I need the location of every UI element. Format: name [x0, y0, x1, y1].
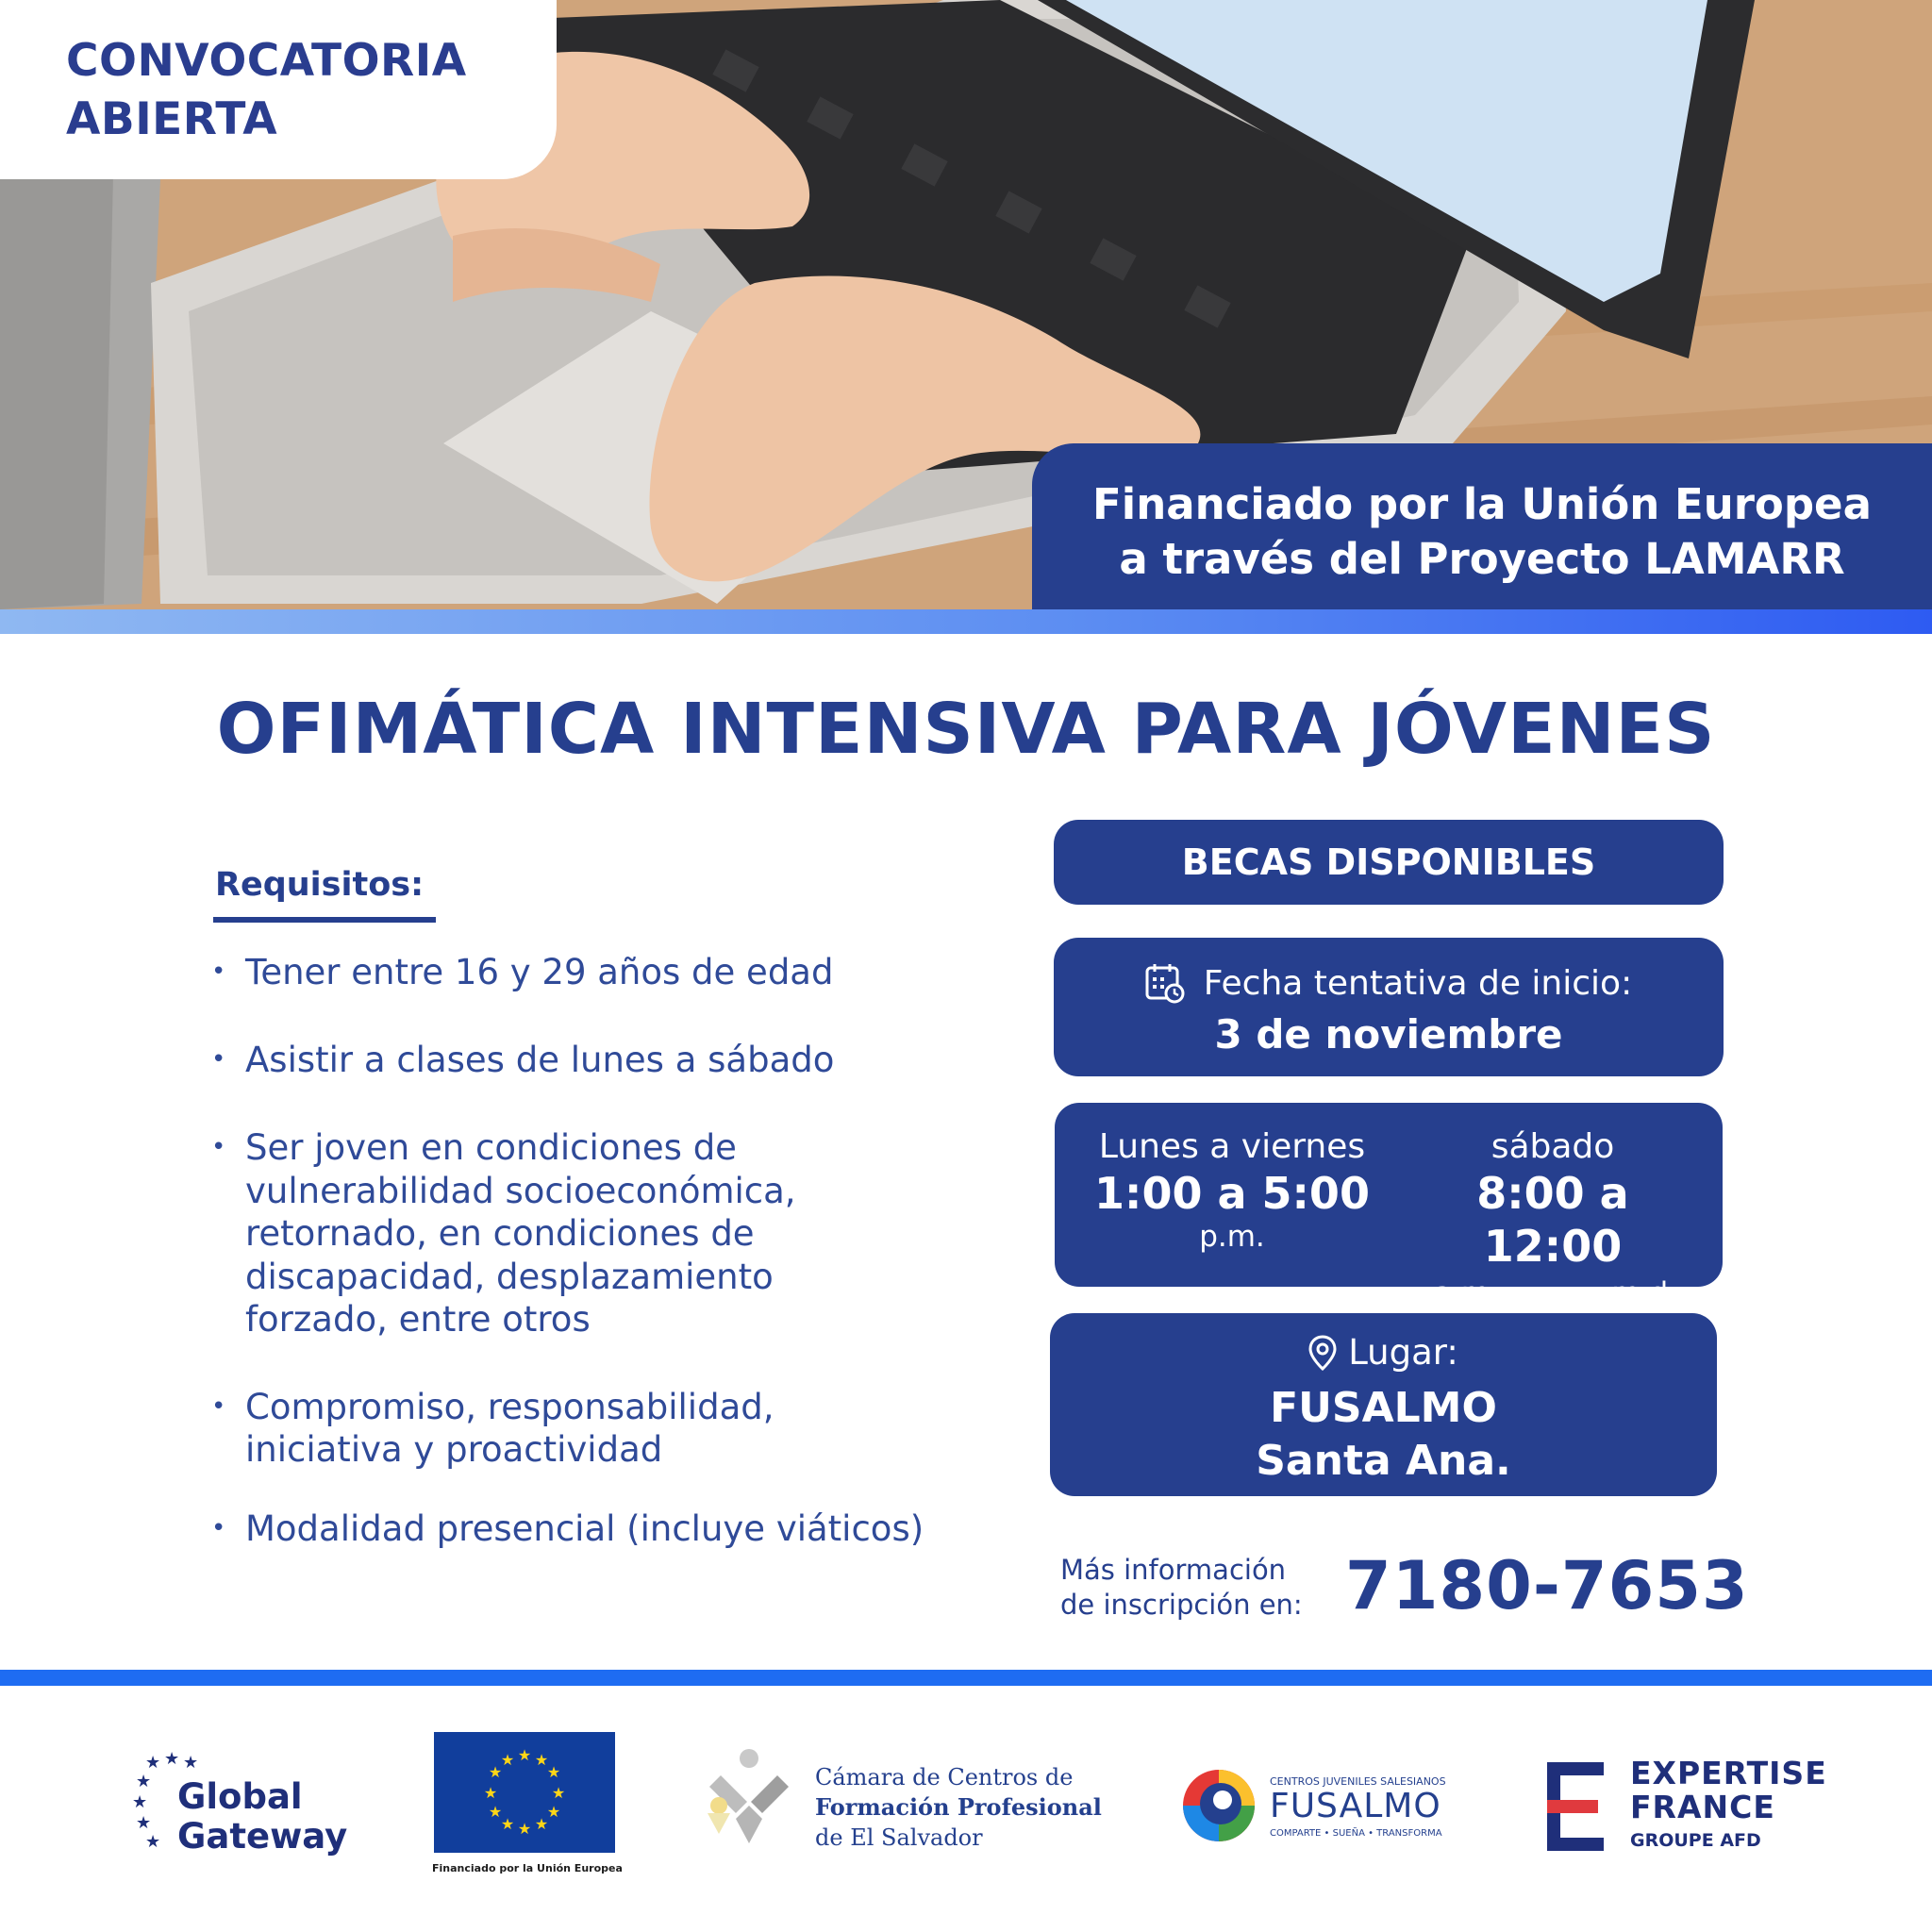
requirement-item: • Compromiso, responsabilidad, iniciativa y proactividad [211, 1386, 815, 1472]
location-name: FUSALMO [1270, 1384, 1497, 1432]
eu-funded-logo [432, 1732, 623, 1883]
saturday-schedule [1402, 1127, 1704, 1310]
eu-funded-caption: Financiado por la Unión Europea [432, 1862, 623, 1874]
svg-text:★: ★ [488, 1803, 503, 1821]
schedule-box [1055, 1103, 1723, 1310]
more-info-label [1060, 1553, 1303, 1623]
start-date-label: Fecha tentativa de inicio: [1203, 963, 1633, 1003]
location-pin-icon [1308, 1335, 1337, 1371]
more-info-line2: de inscripción en: [1060, 1589, 1303, 1621]
camara-emblem-icon [702, 1747, 796, 1851]
camara-line2: Formación Profesional [815, 1793, 1102, 1821]
svg-text:★: ★ [500, 1815, 515, 1833]
svg-text:★: ★ [136, 1813, 152, 1833]
svg-text:★: ★ [145, 1753, 161, 1773]
requirement-item: • Asistir a clases de lunes a sábado [211, 1039, 966, 1082]
svg-text:★: ★ [136, 1772, 152, 1791]
course-title: OFIMÁTICA INTENSIVA PARA JÓVENES [216, 689, 1716, 770]
fusalmo-emblem-icon [1179, 1766, 1258, 1845]
eu-flag [434, 1732, 615, 1853]
svg-text:★: ★ [483, 1784, 498, 1802]
fusalmo-logo [1179, 1764, 1462, 1849]
fusalmo-name: FUSALMO [1270, 1787, 1441, 1825]
camara-logo [702, 1747, 1102, 1851]
expertise-line2: FRANCE [1630, 1789, 1775, 1825]
start-date-box [1054, 938, 1724, 1076]
saturday-unit-end: m.d. [1611, 1276, 1677, 1310]
global-gateway-logo [132, 1745, 358, 1868]
scholarships-available-box: BECAS DISPONIBLES [1054, 820, 1724, 905]
expertise-line3: GROUPE AFD [1630, 1830, 1761, 1851]
funding-line2: a través del Proyecto LAMARR [1119, 534, 1845, 584]
hero-image [0, 0, 1932, 609]
open-call-badge [0, 0, 557, 179]
saturday-label: sábado [1491, 1127, 1615, 1166]
location-city: Santa Ana. [1256, 1437, 1511, 1485]
global-gateway-line1: Global [177, 1776, 303, 1817]
svg-text:★: ★ [488, 1763, 503, 1781]
fusalmo-tagline: COMPARTE • SUEÑA • TRANSFORMA [1270, 1828, 1442, 1839]
saturday-unit-start: a.m. [1434, 1276, 1499, 1310]
eu-flag-stars-icon [434, 1732, 615, 1853]
svg-text:★: ★ [517, 1746, 532, 1764]
svg-text:★: ★ [517, 1820, 532, 1838]
camara-line3: de El Salvador [815, 1824, 983, 1851]
hero-divider-stripe [0, 609, 1932, 634]
requirement-item: • Ser joven en condiciones de vulnerabilidad socioeconómica, retornado, en condiciones de discapacidad, desplazamiento forzado, entre otros [211, 1126, 815, 1341]
funding-line1: Financiado por la Unión Europea [1092, 479, 1872, 529]
weekday-time: 1:00 a 5:00 [1094, 1168, 1370, 1219]
expertise-france-logo [1547, 1755, 1827, 1851]
expertise-line1: EXPERTISE [1630, 1755, 1827, 1791]
more-info-line1: Más información [1060, 1554, 1287, 1586]
requirements-list [211, 951, 966, 1594]
svg-text:★: ★ [534, 1815, 549, 1833]
svg-text:★: ★ [145, 1832, 161, 1852]
svg-text:★: ★ [500, 1751, 515, 1769]
open-call-line2: ABIERTA [66, 93, 278, 145]
funding-banner [1032, 443, 1932, 609]
open-call-line1: CONVOCATORIA [66, 35, 467, 87]
weekday-label: Lunes a viernes [1098, 1127, 1366, 1166]
svg-text:★: ★ [132, 1792, 148, 1812]
start-date-value: 3 de noviembre [1214, 1011, 1563, 1058]
requirement-item: • Tener entre 16 y 29 años de edad [211, 951, 966, 994]
location-box [1050, 1313, 1717, 1496]
global-gateway-line2: Gateway [177, 1816, 348, 1857]
requirement-item: • Modalidad presencial (incluye viáticos) [211, 1507, 966, 1551]
saturday-time: 8:00 a 12:00 [1476, 1168, 1629, 1272]
svg-text:★: ★ [546, 1763, 561, 1781]
contact-phone[interactable]: 7180-7653 [1345, 1547, 1749, 1624]
location-label: Lugar: [1348, 1332, 1458, 1373]
calendar-clock-icon [1145, 962, 1185, 1004]
camara-line1: Cámara de Centros de [815, 1764, 1074, 1790]
svg-text:★: ★ [164, 1749, 180, 1769]
requirements-heading: Requisitos: [215, 866, 425, 904]
weekday-unit: p.m. [1199, 1220, 1265, 1254]
requirements-underline [213, 917, 436, 923]
footer-divider-stripe [0, 1670, 1932, 1686]
svg-text:★: ★ [534, 1751, 549, 1769]
svg-text:★: ★ [546, 1803, 561, 1821]
svg-text:★: ★ [183, 1753, 199, 1773]
svg-text:★: ★ [551, 1784, 566, 1802]
fusalmo-small-caption: CENTROS JUVENILES SALESIANOS [1270, 1775, 1446, 1788]
expertise-france-mark-icon [1547, 1762, 1606, 1851]
weekday-schedule [1081, 1127, 1383, 1254]
